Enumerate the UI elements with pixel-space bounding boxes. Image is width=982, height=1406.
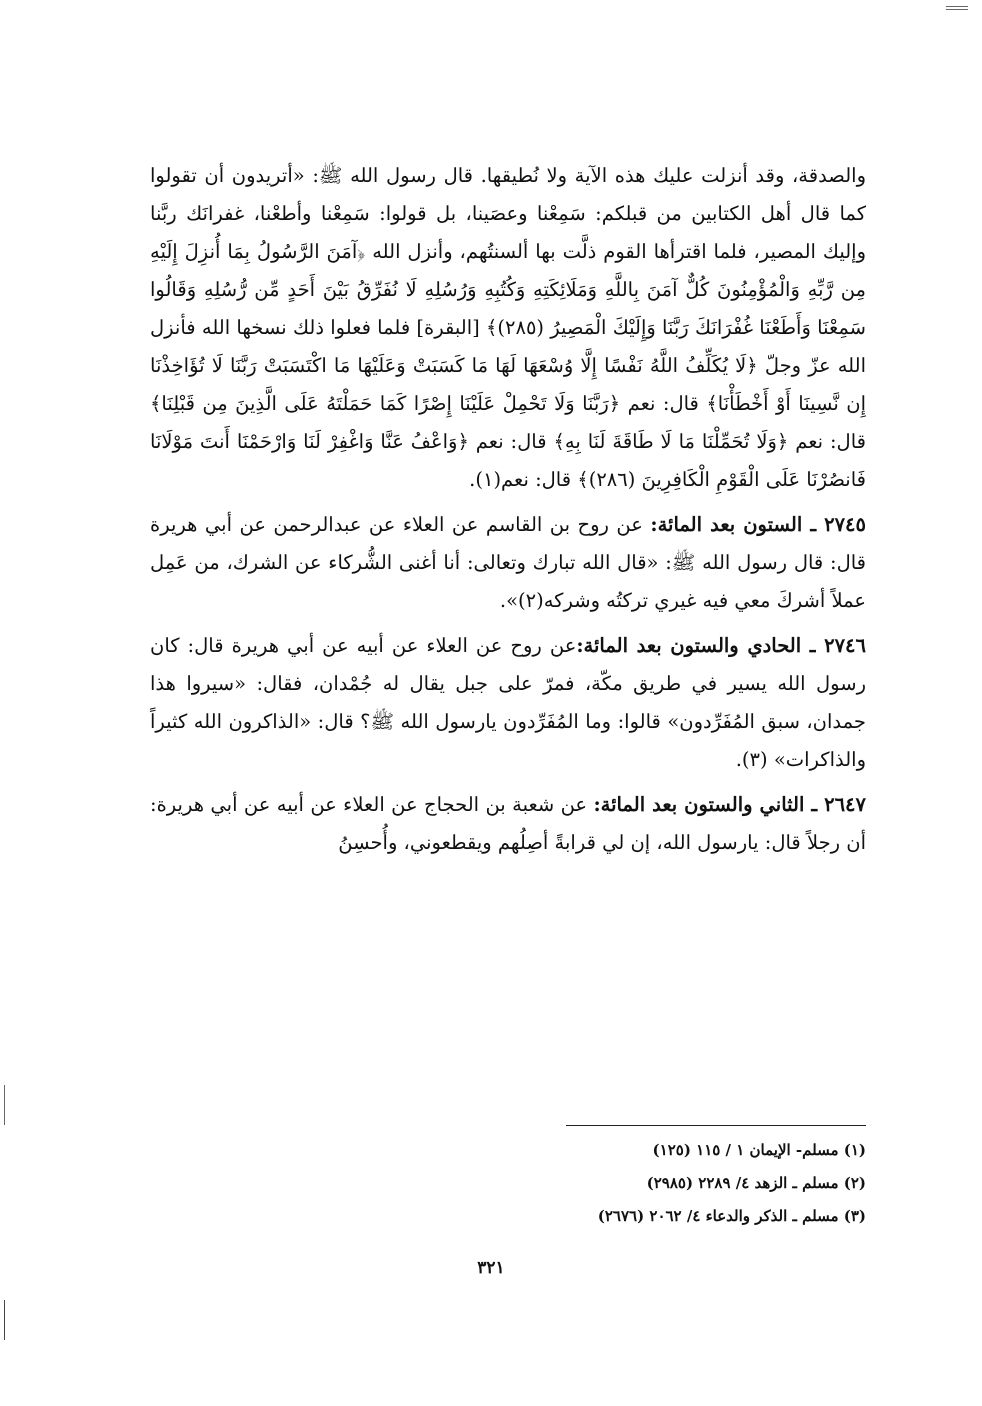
paragraph <box>150 157 866 499</box>
margin-scan-line <box>4 1300 5 1340</box>
page-number: ٣٢١ <box>477 1258 505 1278</box>
hadith-text: عن روح بن القاسم عن العلاء عن عبدالرحمن عن أبي هريرة قال: قال رسول الله ﷺ: «قال الله تبارك وتعالى: أنا أغنى الشُّركاء عن الشرك، من عَمِل عملاً أشركَ معي فيه غيري تركتُه وشركه(٢)». <box>150 513 866 612</box>
hadith-heading: ٢٧٤٦ ـ الحادي والستون بعد المائة: <box>576 634 866 657</box>
footnotes <box>566 1125 866 1233</box>
corner-scan-mark <box>946 6 968 10</box>
hadith-paragraph <box>150 786 866 862</box>
footnote: (٣) مسلم ـ الذكر والدعاء ٤/ ٢٠٦٢ (٢٦٧٦) <box>597 1207 866 1225</box>
hadith-text: عن شعبة بن الحجاج عن العلاء عن أبيه عن أبي هريرة: أن رجلاً قال: يارسول الله، إن لي قرابةً أصِلُهم ويقطعوني، وأُحسِنُ <box>150 793 866 854</box>
paragraph-text: والصدقة، وقد أنزلت عليك هذه الآية ولا نُطيقها. قال رسول الله ﷺ: «أتريدون أن تقولوا كما قال أهل الكتابين من قبلكم: سَمِعْنا وعصَينا، بل قولوا: سَمِعْنا وأطعْنا، غفرانَك ربَّنا وإليك المصير، فلما اقترأها القوم ذلَّت بها ألسنتُهم، وأنزل الله ﴿آمَنَ الرَّسُولُ بِمَا أُنزِلَ إِلَيْهِ مِن رَّبِّهِ وَالْمُؤْمِنُونَ كُلٌّ آمَنَ بِاللَّهِ وَمَلَائِكَتِهِ وَكُتُبِهِ وَرُسُلِهِ لَا نُفَرِّقُ بَيْنَ أَحَدٍ مِّن رُّسُلِهِ وَقَالُوا سَمِعْنَا وَأَطَعْنَا غُفْرَانَكَ رَبَّنَا وَإِلَيْكَ الْمَصِيرُ (٢٨٥)﴾ [البقرة] فلما فعلوا ذلك نسخها الله فأنزل الله عزّ وجلّ ﴿لَا يُكَلِّفُ اللَّهُ نَفْسًا إِلَّا وُسْعَهَا لَهَا مَا كَسَبَتْ وَعَلَيْهَا مَا اكْتَسَبَتْ رَبَّنَا لَا تُؤَاخِذْنَا إِن نَّسِينَا أَوْ أَخْطَأْنَا﴾ قال: نعم ﴿رَبَّنَا وَلَا تَحْمِلْ عَلَيْنَا إِصْرًا كَمَا حَمَلْتَهُ عَلَى الَّذِينَ مِن قَبْلِنَا﴾ قال: نعم ﴿وَلَا تُحَمِّلْنَا مَا لَا طَاقَةَ لَنَا بِهِ﴾ قال: نعم ﴿وَاعْفُ عَنَّا وَاغْفِرْ لَنَا وَارْحَمْنَا أَنتَ مَوْلَانَا فَانصُرْنَا عَلَى الْقَوْمِ الْكَافِرِينَ (٢٨٦)﴾ قال: نعم(١). <box>150 164 866 491</box>
hadith-paragraph <box>150 506 866 620</box>
hadith-paragraph <box>150 627 866 779</box>
footnote: (٢) مسلم ـ الزهد ٤/ ٢٢٨٩ (٢٩٨٥) <box>646 1174 866 1192</box>
main-text <box>150 157 866 869</box>
footnote: (١) مسلم- الإيمان ١ / ١١٥ (١٢٥) <box>652 1141 866 1159</box>
hadith-text: عن روح عن العلاء عن أبيه عن أبي هريرة قال: كان رسول الله يسير في طريق مكّة، فمرّ على جبل يقال له جُمْدان، فقال: «سيروا هذا جمدان، سبق المُفَرِّدون» قالوا: وما المُفَرِّدون يارسول الله ﷺ؟ قال: «الذاكرون الله كثيراً والذاكرات» (٣). <box>150 634 866 771</box>
hadith-heading: ٢٧٤٥ ـ الستون بعد المائة: <box>650 513 866 536</box>
margin-scan-line <box>4 1085 5 1125</box>
hadith-heading: ٢٦٤٧ ـ الثاني والستون بعد المائة: <box>593 793 866 816</box>
footnote-divider <box>566 1125 866 1126</box>
